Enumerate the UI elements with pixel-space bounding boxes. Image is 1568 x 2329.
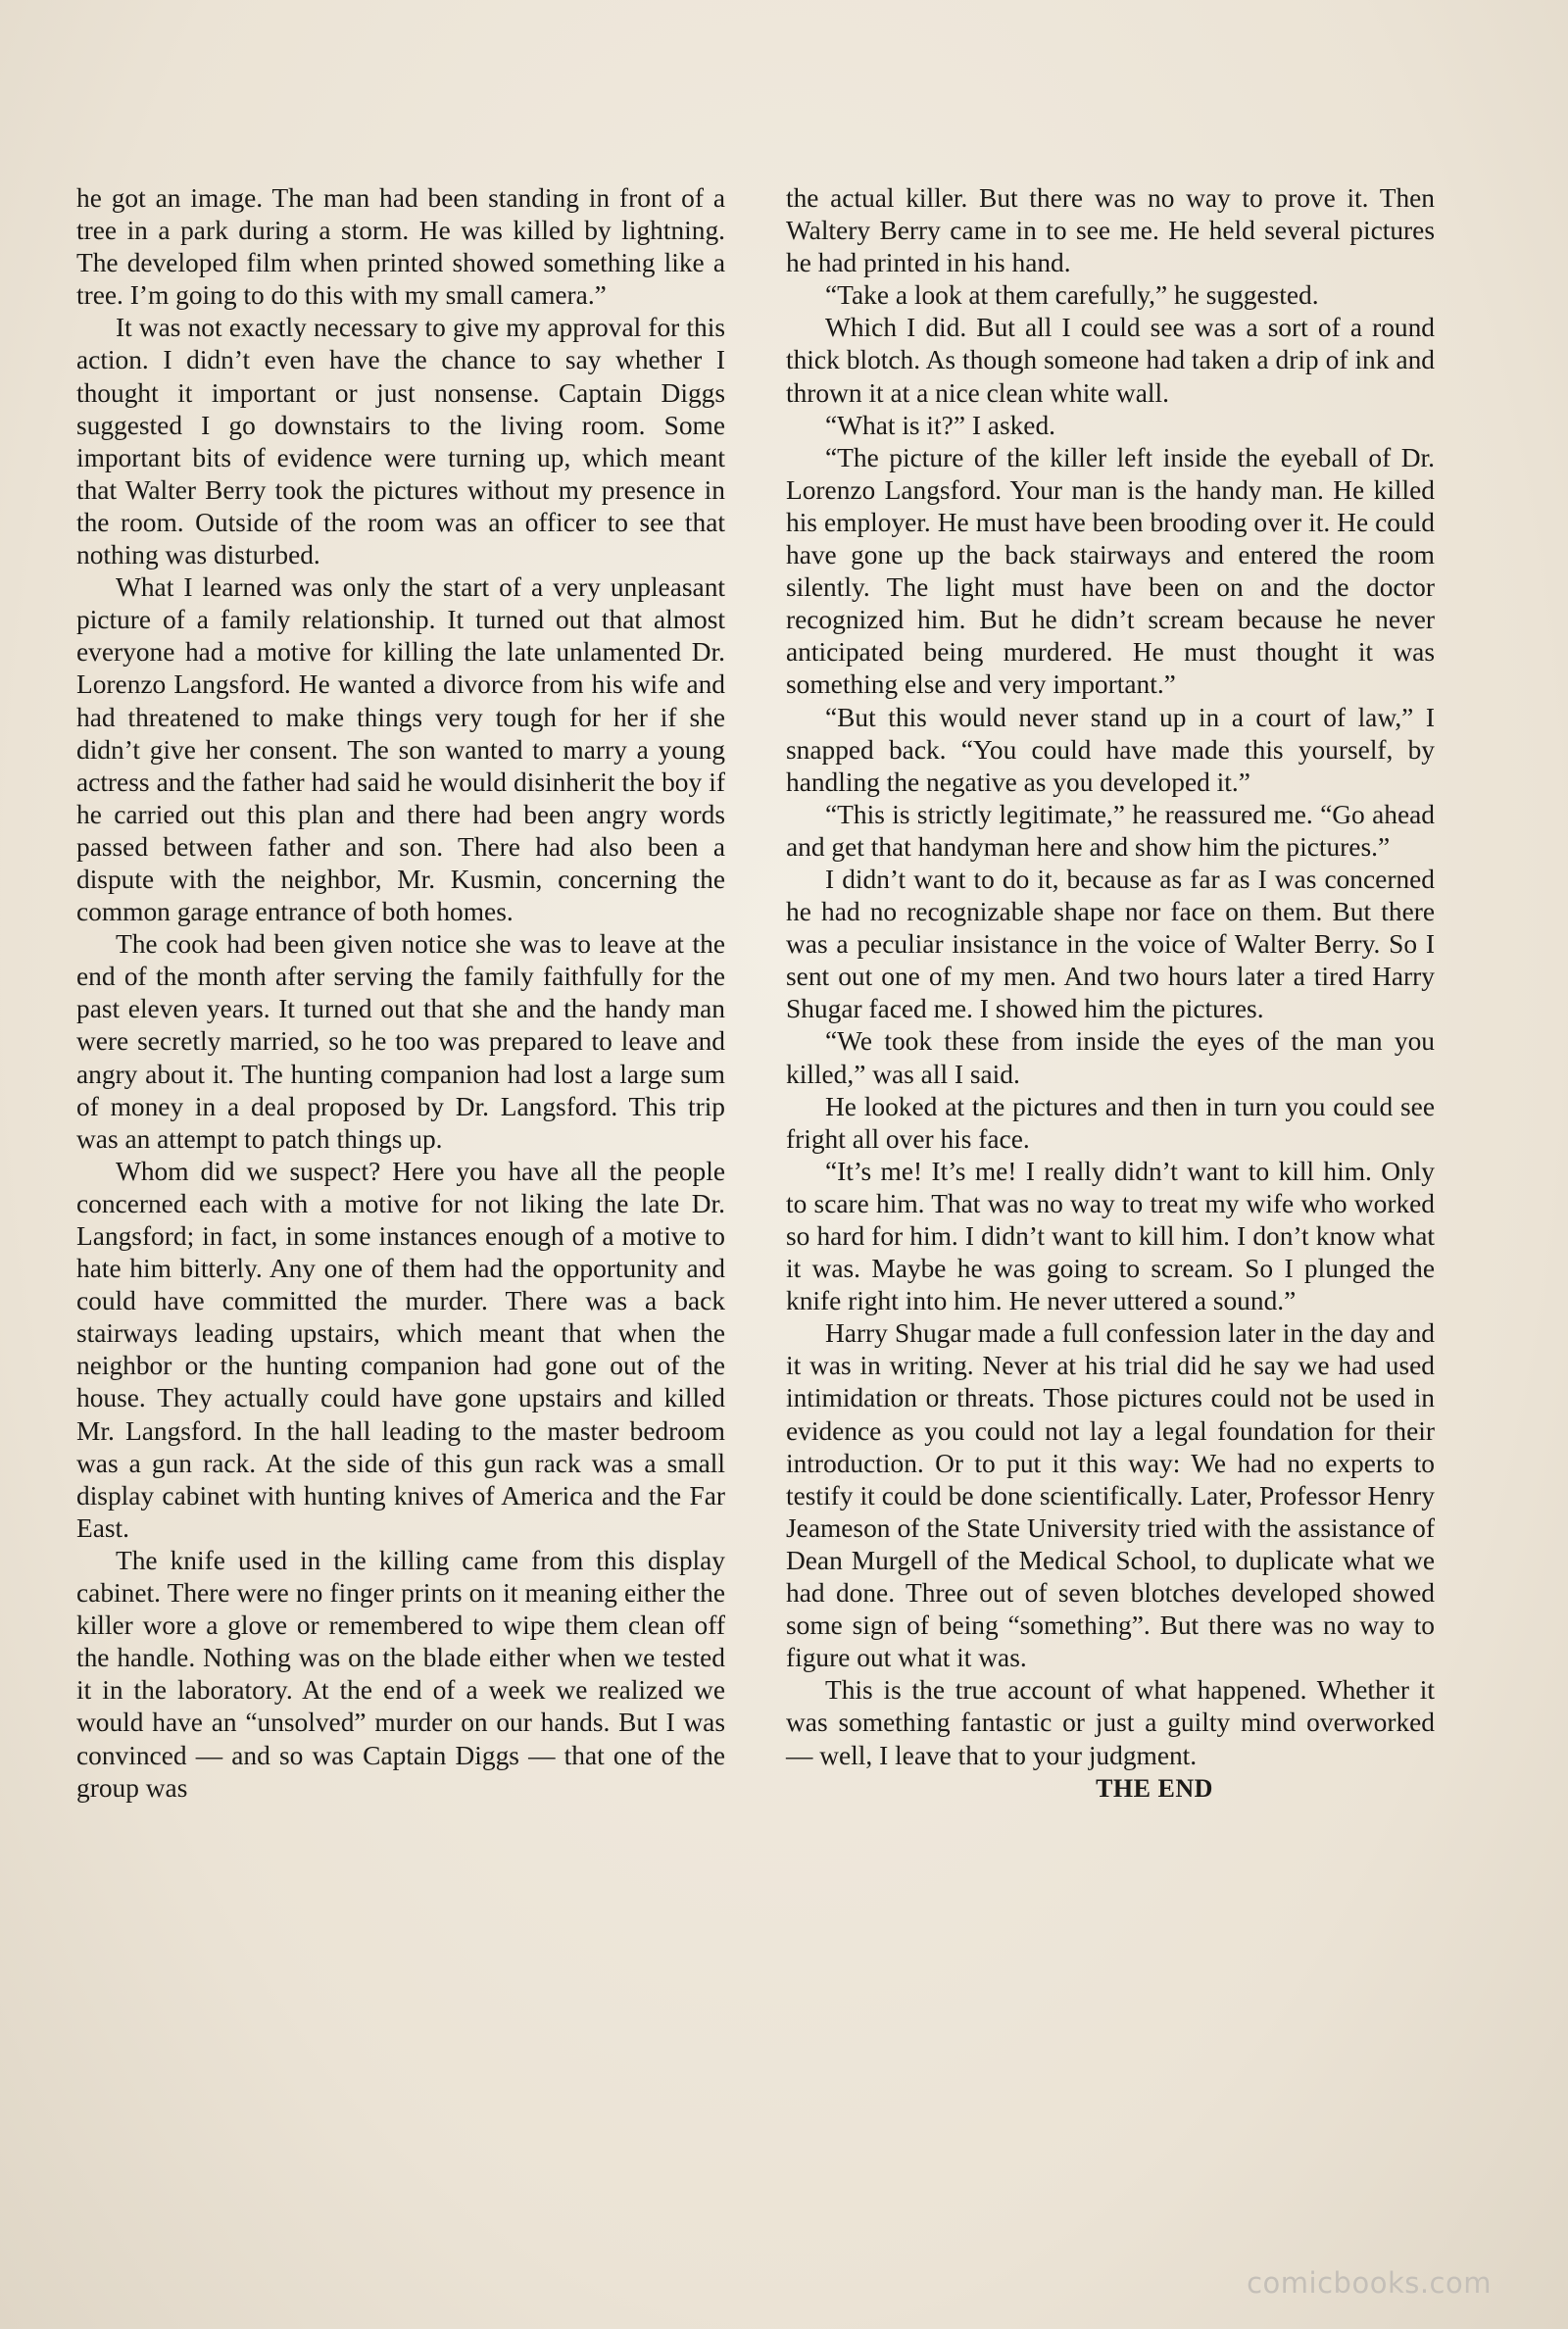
the-end-heading: THE END bbox=[1096, 1773, 1213, 1803]
paragraph: Harry Shugar made a full confession later in the day and it was in writing. Never at his trial did he say we had used intimidation or threats. Those pictures could not be used in evidence as you could not lay a legal foundation for their introduction. Or to put it this way: We had no experts to testify it could be done scientifically. Later, Professor Henry Jeameson of the State University tried with the assistance of Dean Murgell of the Medical School, to duplicate what we had done. Three out of seven blotches developed showed some sign of being “something”. But there was no way to figure out what it was. bbox=[786, 1318, 1435, 1673]
paragraph: he got an image. The man had been standing in front of a tree in a park during a storm. He was killed by lightning. The developed film when printed showed something like a tree. I’m going to do this with my small camera.” bbox=[76, 183, 725, 311]
left-column bbox=[76, 182, 725, 1805]
paragraph: It was not exactly necessary to give my approval for this action. I didn’t even have the chance to say whether I thought it important or just nonsense. Captain Diggs suggested I go downstairs to the living room. Some important bits of evidence were turning up, which meant that Walter Berry took the pictures without my presence in the room. Outside of the room was an officer to see that nothing was disturbed. bbox=[76, 313, 725, 570]
paragraph: “We took these from inside the eyes of the man you killed,” was all I said. bbox=[786, 1026, 1435, 1089]
paragraph: Whom did we suspect? Here you have all the people concerned each with a motive for not liking the late Dr. Langsford; in fact, in some instances enough of a motive to hate him bitterly. Any one of them had the opportunity and could have committed the murder. There was a back stairways leading upstairs, which meant that when the neighbor or the hunting companion had gone out of the house. They actually could have gone upstairs and killed Mr. Langsford. In the hall leading to the master bedroom was a gun rack. At the side of this gun rack was a small display cabinet with hunting knives of America and the Far East. bbox=[76, 1156, 725, 1543]
paragraph: I didn’t want to do it, because as far as I was concerned he had no recognizable shape nor face on them. But there was a peculiar insistance in the voice of Walter Berry. So I sent out one of my men. And two hours later a tired Harry Shugar faced me. I showed him the pictures. bbox=[786, 864, 1435, 1024]
paragraph: “It’s me! It’s me! I really didn’t want to kill him. Only to scare him. That was no way to treat my wife who worked so hard for him. I didn’t want to kill him. I don’t know what it was. Maybe he was going to scream. So I plunged the knife right into him. He never uttered a sound.” bbox=[786, 1156, 1435, 1316]
paragraph: Which I did. But all I could see was a sort of a round thick blotch. As though someone had taken a drip of ink and thrown it at a nice clean white wall. bbox=[786, 313, 1435, 408]
paragraph: “But this would never stand up in a court of law,” I snapped back. “You could have made this yourself, by handling the negative as you developed it.” bbox=[786, 702, 1435, 797]
paragraph: “This is strictly legitimate,” he reassured me. “Go ahead and get that handyman here and show him the pictures.” bbox=[786, 799, 1435, 862]
paragraph: “The picture of the killer left inside the eyeball of Dr. Lorenzo Langsford. Your man is the handy man. He killed his employer. He must have been brooding over it. He could have gone up the back stairways and entered the room silently. The light must have been on and the doctor recognized him. But he didn’t scream because he never anticipated being murdered. He must thought it was something else and very important.” bbox=[786, 442, 1435, 700]
paragraph: the actual killer. But there was no way to prove it. Then Waltery Berry came in to see me. He held several pictures he had printed in his hand. bbox=[786, 183, 1435, 278]
right-column bbox=[786, 182, 1435, 1805]
paragraph: “What is it?” I asked. bbox=[825, 410, 1056, 440]
paragraph: “Take a look at them carefully,” he suggested. bbox=[825, 280, 1319, 311]
paragraph: This is the true account of what happened. Whether it was something fantastic or just a guilty mind overworked — well, I leave that to your judgment. bbox=[786, 1675, 1435, 1770]
paragraph: What I learned was only the start of a very unpleasant picture of a family relationship. It turned out that almost everyone had a motive for killing the late unlamented Dr. Lorenzo Langsford. He wanted a divorce from his wife and had threatened to make things very tough for her if she didn’t give her consent. The son wanted to marry a young actress and the father had said he would disinherit the boy if he carried out this plan and there had been angry words passed between father and son. There had also been a dispute with the neighbor, Mr. Kusmin, concerning the common garage entrance of both homes. bbox=[76, 572, 725, 927]
paragraph: The knife used in the killing came from this display cabinet. There were no finger prints on it meaning either the killer wore a glove or remembered to wipe them clean off the handle. Nothing was on the blade either when we tested it in the laboratory. At the end of a week we realized we would have an “unsolved” murder on our hands. But I was convinced — and so was Captain Diggs — that one of the group was bbox=[76, 1545, 725, 1803]
paragraph: He looked at the pictures and then in turn you could see fright all over his face. bbox=[786, 1091, 1435, 1154]
watermark: comicbooks.com bbox=[1247, 2266, 1492, 2300]
paragraph: The cook had been given notice she was to leave at the end of the month after serving the family faithfully for the past eleven years. It turned out that she and the handy man were secretly married, so he too was prepared to leave and angry about it. The hunting companion had lost a large sum of money in a deal proposed by Dr. Langsford. This trip was an attempt to patch things up. bbox=[76, 929, 725, 1154]
